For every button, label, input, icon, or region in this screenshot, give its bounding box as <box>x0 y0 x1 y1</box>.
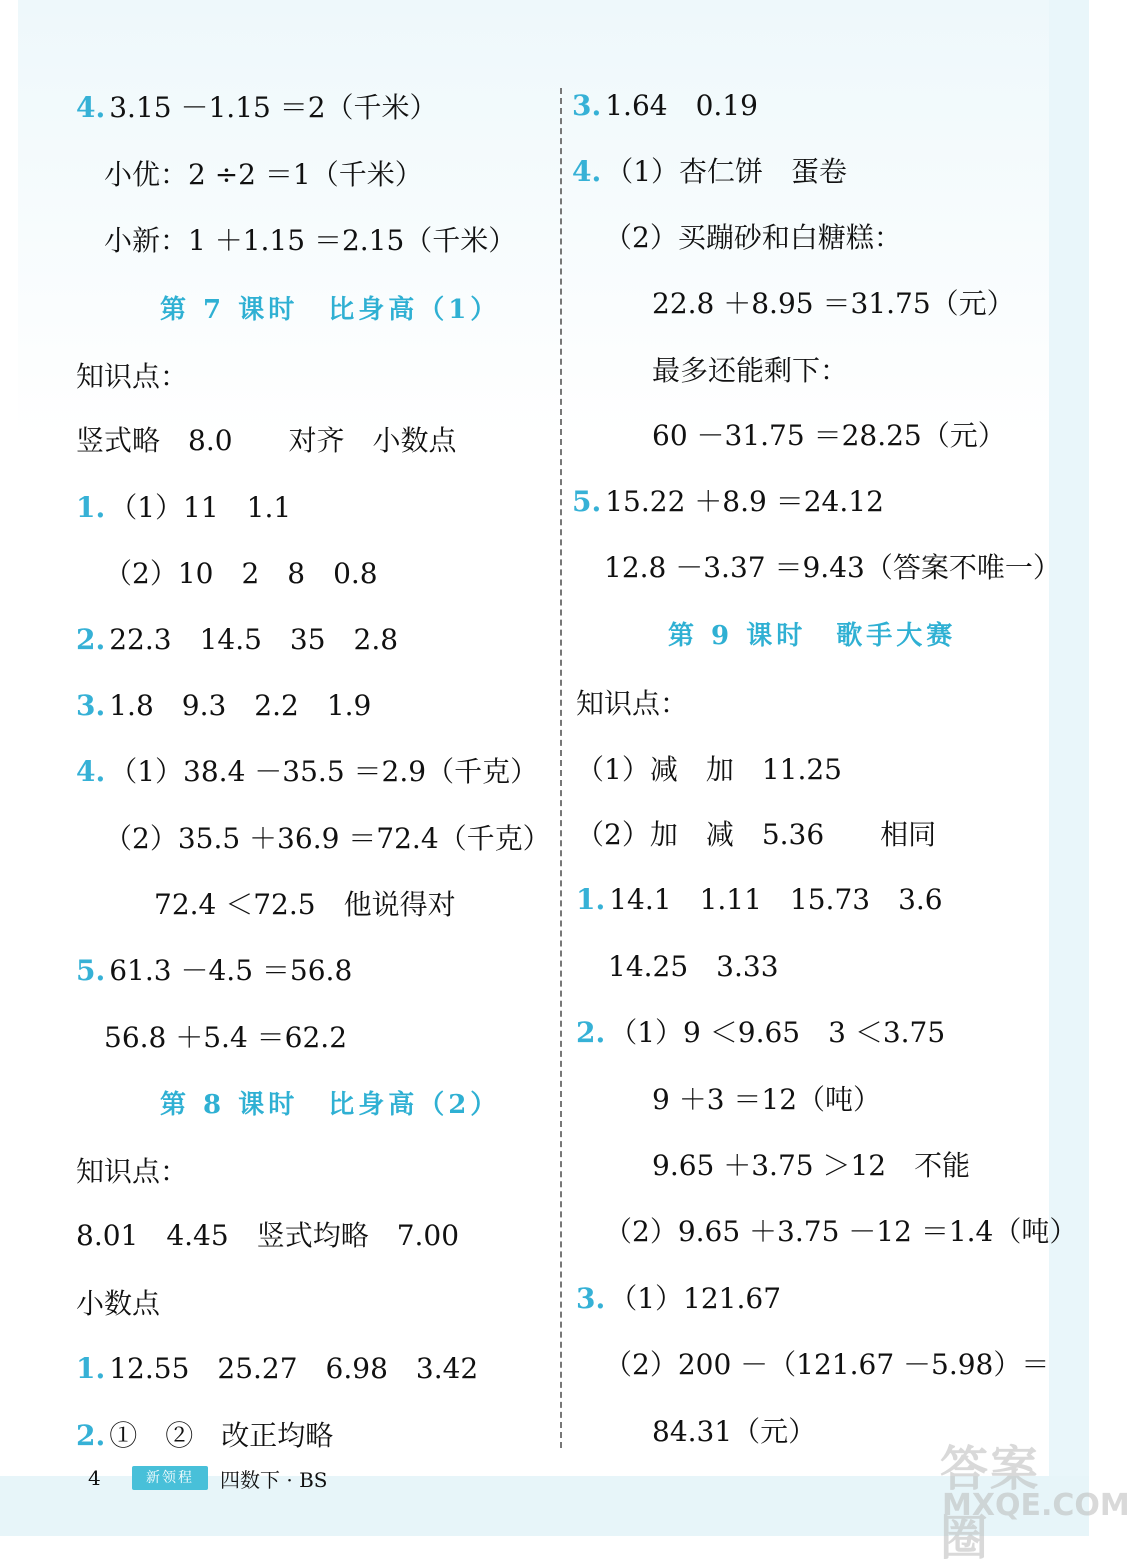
answer-text: 15.22 ＋8.9 ＝24.12 <box>605 485 884 518</box>
answer-text: 56.8 ＋5.4 ＝62.2 <box>104 1021 348 1054</box>
answer-text: 22.8 ＋8.95 ＝31.75（元） <box>652 287 1015 320</box>
answer-text: 1.8 9.3 2.2 1.9 <box>109 689 372 722</box>
question-number: 3. <box>572 89 602 122</box>
right-answer-line <box>604 1345 1049 1385</box>
answer-text: （1）减 加 11.25 <box>576 753 842 786</box>
question-number: 4. <box>572 155 602 188</box>
left-answer-line <box>104 1018 347 1058</box>
left-answer-line <box>76 357 188 397</box>
right-answer-line <box>576 684 688 724</box>
answer-text: 第 8 课时 比身高（2） <box>160 1090 501 1120</box>
answer-text: 知识点： <box>576 687 689 720</box>
left-answer-line <box>76 620 398 660</box>
left-answer-line <box>76 488 291 528</box>
question-number: 3. <box>76 689 106 722</box>
question-number: 1. <box>76 491 106 524</box>
answer-text: （2）加 减 5.36 相同 <box>576 818 937 851</box>
answer-text: 9 ＋3 ＝12（吨） <box>652 1083 882 1116</box>
question-number: 4. <box>76 91 106 124</box>
left-answer-line <box>76 88 438 128</box>
page-footer <box>0 1460 1089 1500</box>
question-number: 5. <box>76 954 106 987</box>
column-divider <box>560 88 562 1448</box>
question-number: 3. <box>576 1282 606 1315</box>
answer-text: （2）200 －（121.67 －5.98）＝ <box>604 1348 1050 1381</box>
answer-text: （1）11 1.1 <box>109 491 292 524</box>
right-answer-line <box>576 1279 781 1319</box>
left-answer-line <box>104 155 423 195</box>
right-answer-line <box>576 880 943 920</box>
answer-text: （2）35.5 ＋36.9 ＝72.4（千克） <box>104 822 551 855</box>
right-answer-line <box>652 1146 970 1186</box>
answer-text: 1.64 0.19 <box>605 89 758 122</box>
answer-text: 60 －31.75 ＝28.25（元） <box>652 419 1006 452</box>
left-answer-line <box>76 1349 478 1389</box>
watermark-logo: 答案圈 <box>940 1441 1041 1566</box>
right-answer-line <box>652 416 1006 456</box>
question-number: 5. <box>572 485 602 518</box>
left-answer-line <box>154 885 456 925</box>
right-answer-line <box>604 548 1061 588</box>
question-number: 2. <box>76 623 106 656</box>
page-edge-right <box>1049 0 1089 1536</box>
right-answer-line <box>652 284 1015 324</box>
right-answer-line <box>652 1412 816 1452</box>
answer-text: 14.1 1.11 15.73 3.6 <box>609 883 943 916</box>
watermark <box>940 1430 1130 1566</box>
left-section-heading <box>160 290 500 330</box>
left-answer-line <box>76 1216 459 1256</box>
right-answer-line <box>652 351 848 391</box>
answer-text: 22.3 14.5 35 2.8 <box>109 623 399 656</box>
answer-text: 12.55 25.27 6.98 3.42 <box>109 1352 479 1385</box>
page-number: 4 <box>88 1466 101 1490</box>
left-answer-line <box>76 752 538 792</box>
answer-text: （1）杏仁饼 蛋卷 <box>605 155 848 188</box>
right-answer-line <box>604 1212 1077 1252</box>
left-answer-line <box>104 221 516 261</box>
answer-text: 知识点： <box>76 360 189 393</box>
answer-text: 小数点 <box>76 1287 161 1320</box>
answer-text: 第 9 课时 歌手大赛 <box>668 621 957 651</box>
right-answer-line <box>576 750 842 790</box>
right-answer-line <box>652 1080 881 1120</box>
right-answer-line <box>604 218 902 258</box>
right-answer-line <box>572 86 758 126</box>
answer-text: 小新：1 ＋1.15 ＝2.15（千米） <box>104 224 517 257</box>
answer-text: 小优：2 ÷2 ＝1（千米） <box>104 158 423 191</box>
answer-text: 8.01 4.45 竖式均略 7.00 <box>76 1219 460 1252</box>
answer-text: （1）9 ＜9.65 3 ＜3.75 <box>609 1016 946 1049</box>
left-answer-line <box>104 554 378 594</box>
answer-text: （2）9.65 ＋3.75 －12 ＝1.4（吨） <box>604 1215 1078 1248</box>
answer-text: 72.4 ＜72.5 他说得对 <box>154 888 456 921</box>
right-answer-line <box>608 947 779 987</box>
question-number: 1. <box>576 883 606 916</box>
left-answer-line <box>76 951 352 991</box>
answer-text: ① ② 改正均略 <box>109 1419 334 1452</box>
answer-text: （1）38.4 －35.5 ＝2.9（千克） <box>109 755 539 788</box>
book-title: 四数下 · BS <box>220 1468 328 1492</box>
left-answer-line <box>76 1152 188 1192</box>
left-section-heading <box>160 1085 500 1125</box>
right-answer-line <box>572 482 884 522</box>
question-number: 4. <box>76 755 106 788</box>
left-answer-line <box>76 421 457 461</box>
answer-text: 14.25 3.33 <box>608 950 779 983</box>
right-section-heading <box>668 616 956 656</box>
question-number: 2. <box>576 1016 606 1049</box>
series-tag: 新领程 <box>132 1466 208 1490</box>
right-answer-line <box>576 1013 945 1053</box>
question-number: 2. <box>76 1419 106 1452</box>
right-answer-line <box>576 815 936 855</box>
answer-text: 最多还能剩下： <box>652 354 849 387</box>
right-answer-line <box>572 152 847 192</box>
answer-text: 9.65 ＋3.75 ＞12 不能 <box>652 1149 971 1182</box>
answer-text: （1）121.67 <box>609 1282 782 1315</box>
question-number: 1. <box>76 1352 106 1385</box>
answer-text: 知识点： <box>76 1155 189 1188</box>
left-answer-line <box>76 1284 160 1324</box>
answer-text: （2）买蹦砂和白糖糕： <box>604 221 902 254</box>
answer-text: （2）10 2 8 0.8 <box>104 557 378 590</box>
left-answer-line <box>104 819 551 859</box>
left-answer-line <box>76 686 371 726</box>
answer-text: 3.15 －1.15 ＝2（千米） <box>109 91 438 124</box>
answer-text: 61.3 －4.5 ＝56.8 <box>109 954 353 987</box>
watermark-url: MXQE.COM <box>942 1488 1130 1523</box>
left-answer-line <box>76 1416 333 1456</box>
answer-text: 第 7 课时 比身高（1） <box>160 295 501 325</box>
answer-text: 84.31（元） <box>652 1415 817 1448</box>
answer-text: 竖式略 8.0 对齐 小数点 <box>76 424 457 457</box>
answer-text: 12.8 －3.37 ＝9.43（答案不唯一） <box>604 551 1061 584</box>
